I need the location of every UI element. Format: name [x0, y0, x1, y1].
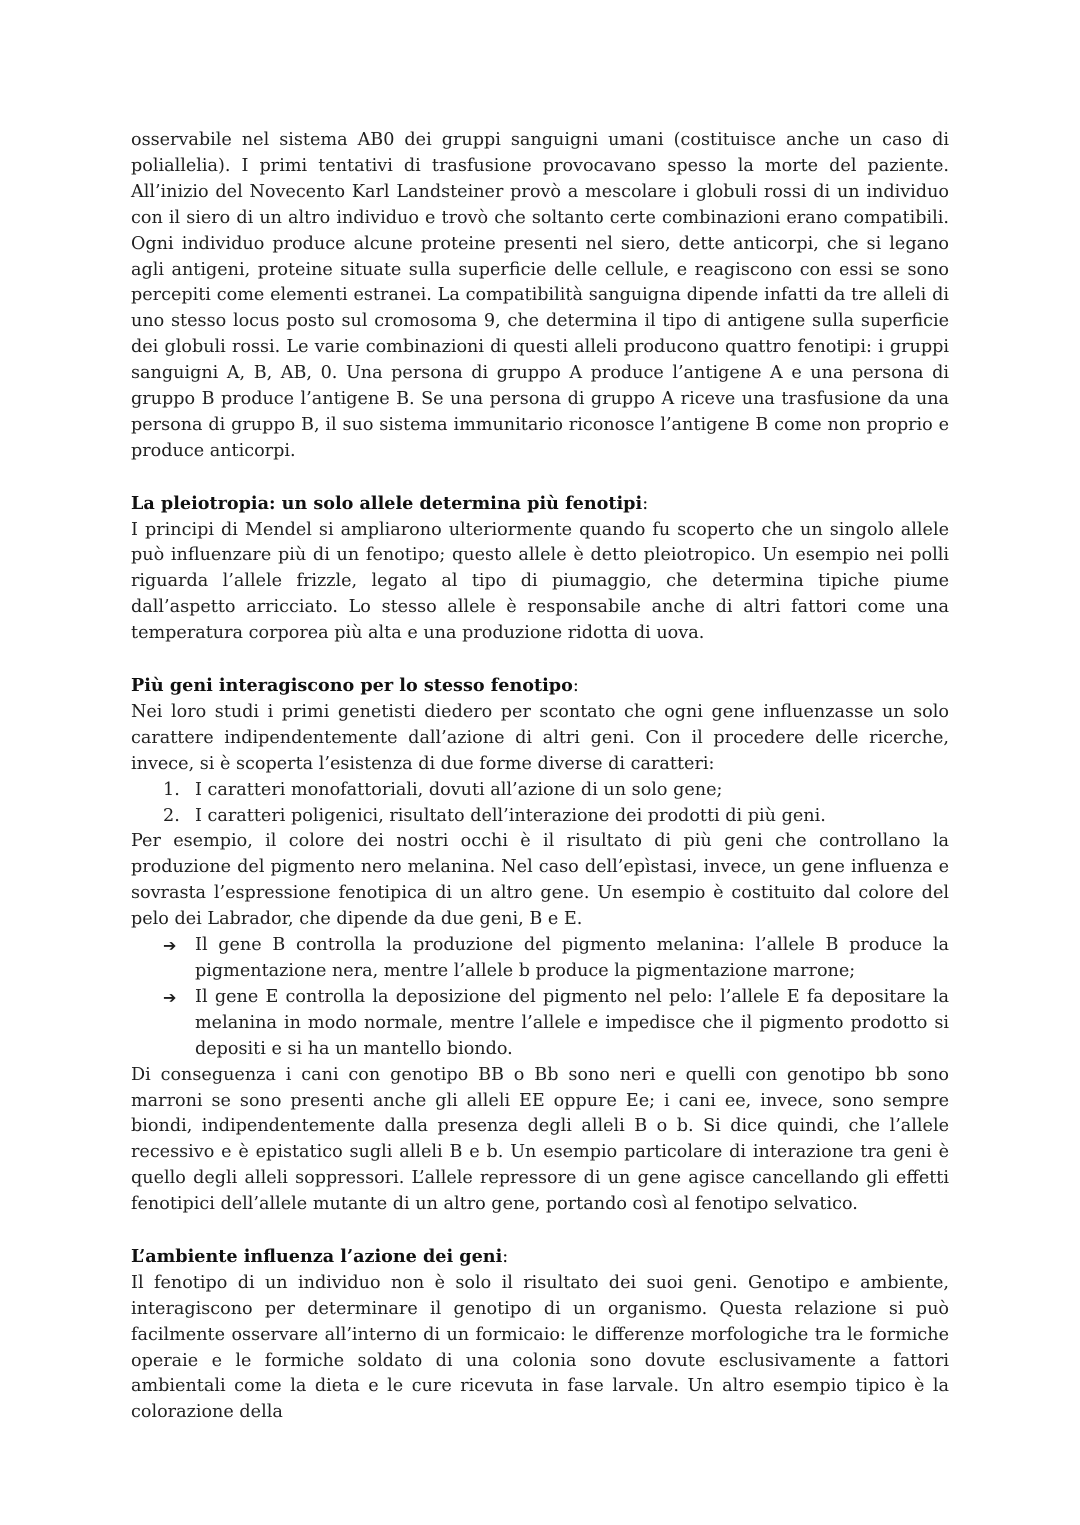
ambiente-paragraph: Il fenotipo di un individuo non è solo il risultato dei suoi geni. Genotipo e ambiente, interagiscono per determinare il genotipo di un organismo. Questa relazione si può facilmente osservare all’interno di un formicaio: le differenze morfologiche tra le formiche operaie e le formiche soldato di una colonia sono dovute esclusivamente a fattori ambientali come la dieta e le cure ricevuta in fase larvale. Un altro esempio tipico è la colorazione della [131, 1272, 949, 1423]
heading-colon: : [502, 1246, 509, 1267]
section-spacer [131, 465, 949, 491]
arrow-bullet-icon: ➔ [163, 936, 177, 956]
arrow-item-text: Il gene E controlla la deposizione del pigmento nel pelo: l’allele E fa depositare la melanina in modo normale, mentre l’allele e impedisce che il pigmento prodotto si depositi e si ha un mantello biondo. [195, 986, 949, 1059]
list-item [131, 778, 949, 804]
section-heading-pleiotropia [131, 491, 949, 518]
geni-paragraph-1: Nei loro studi i primi genetisti diedero per scontato che ogni gene influenzasse un solo carattere indipendentemente dall’azione di altri geni. Con il procedere delle ricerche, invece, si è scoperta l’esistenza di due forme diverse di caratteri: [131, 701, 949, 774]
section-heading-ambiente-text: L’ambiente influenza l’azione dei geni [131, 1245, 503, 1267]
heading-colon: : [572, 676, 579, 696]
pleiotropia-paragraph: I principi di Mendel si ampliarono ulteriormente quando fu scoperto che un singolo allele può influenzare più di un fenotipo; questo allele è detto pleiotropico. Un esempio nei polli riguarda l’allele frizzle, legato al tipo di piumaggio, che determina tipiche piume dall’aspetto arricciato. Lo stesso allele è responsabile anche di altri fattori come una temperatura corporea più alta e una produzione ridotta di uova. [131, 519, 949, 644]
arrow-list-item [131, 933, 949, 985]
list-number: 1. [163, 779, 180, 800]
list-item [131, 804, 949, 830]
section-spacer [131, 647, 949, 673]
section-heading-geni-text: Più geni interagiscono per lo stesso fenotipo [131, 675, 573, 696]
arrow-item-text: Il gene B controlla la produzione del pigmento melanina: l’allele B produce la pigmentazione nera, mentre l’allele b produce la pigmentazione marrone; [195, 935, 949, 981]
geni-paragraph-3: Di conseguenza i cani con genotipo BB o Bb sono neri e quelli con genotipo bb sono marroni se sono presenti anche gli alleli EE oppure Ee; i cani ee, invece, sono sempre biondi, indipendentemente dalla presenza degli alleli B o b. Si dice quindi, che l’allele recessivo e è epistatico sugli alleli B e b. Un esempio particolare di interazione tra geni è quello degli alleli soppressori. L’allele repressore di un gene agisce cancellando gli effetti fenotipici dell’allele mutante di un altro gene, portando così al fenotipo selvatico. [131, 1064, 949, 1215]
list-item-text: I caratteri poligenici, risultato dell’interazione dei prodotti di più geni. [195, 805, 826, 826]
numbered-list [131, 778, 949, 830]
list-item-text: I caratteri monofattoriali, dovuti all’azione di un solo gene; [195, 779, 723, 800]
list-number: 2. [163, 805, 180, 826]
arrow-list [131, 933, 949, 1063]
arrow-bullet-icon: ➔ [163, 987, 177, 1007]
arrow-list-item [131, 985, 949, 1063]
geni-paragraph-2: Per esempio, il colore dei nostri occhi è il risultato di più geni che controllano la produzione del pigmento nero melanina. Nel caso dell’epìstasi, invece, un gene influenza e sovrasta l’espressione fenotipica di un altro gene. Un esempio è costituito dal colore del pelo dei Labrador, che dipende da due geni, B e E. [131, 831, 949, 930]
section-heading-ambiente [131, 1244, 949, 1271]
intro-paragraph: osservabile nel sistema AB0 dei gruppi sanguigni umani (costituisce anche un caso di poliallelia). I primi tentativi di trasfusione provocavano spesso la morte del paziente. All’inizio del Novecento Karl Landsteiner provò a mescolare i globuli rossi di un individuo con il siero di un altro individuo e trovò che soltanto certe combinazioni erano compatibili. Ogni individuo produce alcune proteine presenti nel siero, dette anticorpi, che si legano agli antigeni, proteine situate sulla superficie delle cellule, e reagiscono con essi se sono percepiti come elementi estranei. La compatibilità sanguigna dipende infatti da tre alleli di uno stesso locus posto sul cromosoma 9, che determina il tipo di antigene sulla superficie dei globuli rossi. Le varie combinazioni di questi alleli producono quattro fenotipi: i gruppi sanguigni A, B, AB, 0. Una persona di gruppo A produce l’antigene A e una persona di gruppo B produce l’antigene B. Se una persona di gruppo A riceve una trasfusione da una persona di gruppo B, il suo sistema immunitario riconosce l’antigene B come non proprio e produce anticorpi. [131, 130, 949, 461]
section-heading-pleiotropia-text: La pleiotropia: un solo allele determina più fenotipi [131, 492, 643, 514]
section-spacer [131, 1218, 949, 1244]
heading-colon: : [642, 493, 649, 514]
document-page [131, 128, 949, 1426]
section-heading-geni [131, 673, 949, 700]
